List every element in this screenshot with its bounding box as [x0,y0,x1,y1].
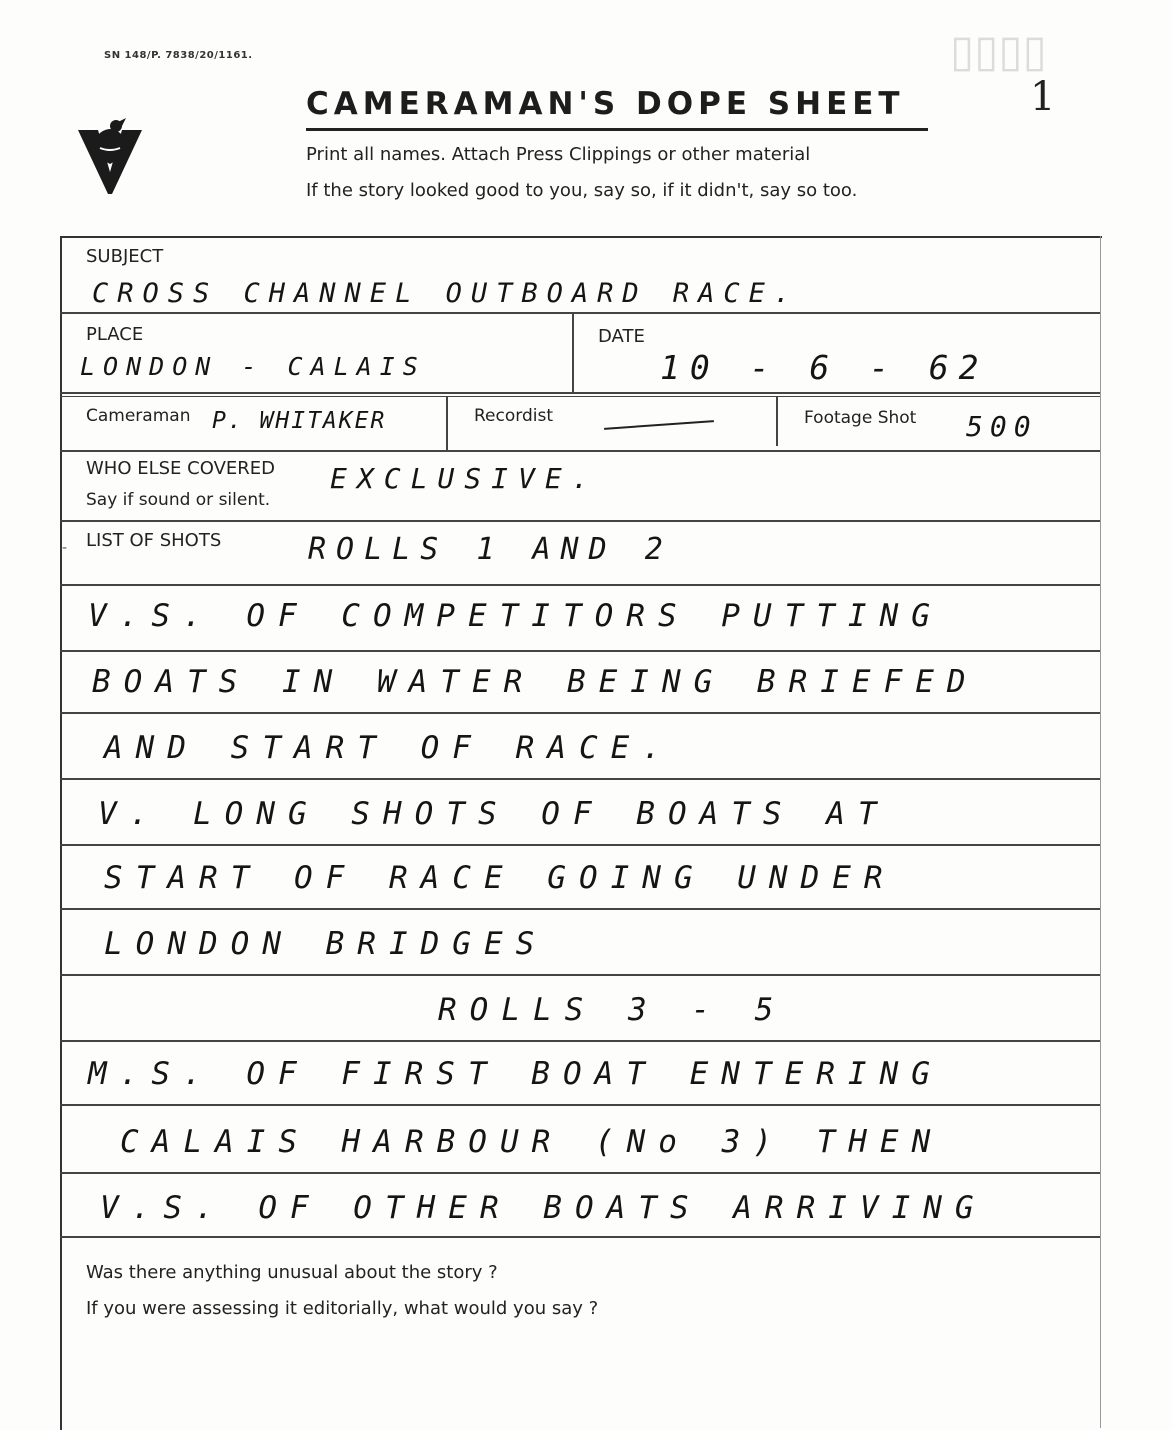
shot-line: CALAIS HARBOUR (No 3) THEN [120,1124,944,1160]
shot-rule [60,1236,1100,1238]
shot-line: V. LONG SHOTS OF BOATS AT [98,796,890,832]
list-of-shots-label: LIST OF SHOTS [86,530,222,551]
shot-line: ROLLS 3 - 5 [438,992,787,1028]
who-else-sublabel: Say if sound or silent. [86,490,271,510]
shot-rule [60,650,1100,652]
instruction-line-1: Print all names. Attach Press Clippings or other material [306,144,811,165]
date-value: 10 - 6 - 62 [660,348,989,387]
cameraman-value: P. WHITAKER [212,408,387,434]
shot-rule [60,1104,1100,1106]
subject-value: CROSS CHANNEL OUTBOARD RACE. [92,278,800,309]
divider-recordist-footage [776,396,778,446]
who-else-label: WHO ELSE COVERED [86,458,275,479]
shot-rule [60,778,1100,780]
subject-label: SUBJECT [86,246,164,267]
shot-rule [60,712,1100,714]
divider-cameraman-recordist [446,396,448,450]
divider-place-date [572,314,574,392]
shot-line: M.S. OF FIRST BOAT ENTERING [88,1056,943,1092]
footage-value: 500 [966,410,1038,443]
date-label: DATE [598,326,645,347]
shot-rule [60,844,1100,846]
shot-rule [60,1040,1100,1042]
unusual-question: Was there anything unusual about the story ? [86,1262,498,1283]
sheet-title: CAMERAMAN'S DOPE SHEET [306,86,905,122]
faint-archive-stamp: ▯▯▯▯ [950,26,1047,77]
recordist-label: Recordist [474,406,553,426]
shot-line: LONDON BRIDGES [104,926,548,962]
shot-rule [60,1172,1100,1174]
place-value: LONDON - CALAIS [80,352,426,381]
margin-mark: - [62,540,68,556]
instruction-line-2: If the story looked good to you, say so, if it didn't, say so too. [306,180,858,201]
place-label: PLACE [86,324,144,345]
list-of-shots-header: ROLLS 1 AND 2 [308,532,673,567]
cameraman-label: Cameraman [86,406,191,426]
shot-line: START OF RACE GOING UNDER [104,860,896,896]
rule-place-double [60,396,1100,397]
rule-subject [60,312,1100,314]
rule-place [60,392,1100,394]
form-code: SN 148/P. 7838/20/1161. [104,50,253,61]
who-else-value: EXCLUSIVE. [330,462,599,495]
form-right-edge [1100,236,1101,1428]
rule-cameraman [60,450,1100,452]
shot-line: V.S. OF OTHER BOATS ARRIVING [100,1190,987,1226]
shot-line: AND START OF RACE. [104,730,674,766]
rule-list [60,584,1100,586]
rule-who-else [60,520,1100,522]
title-underline [306,128,928,131]
shot-line: BOATS IN WATER BEING BRIEFED [92,664,979,700]
shot-line: V.S. OF COMPETITORS PUTTING [88,598,943,634]
pathe-rooster-logo-icon [72,112,148,196]
footage-label: Footage Shot [804,408,917,428]
shot-rule [60,908,1100,910]
page-number: 1 [1030,74,1056,120]
shot-rule [60,974,1100,976]
editorial-question: If you were assessing it editorially, what would you say ? [86,1298,599,1319]
